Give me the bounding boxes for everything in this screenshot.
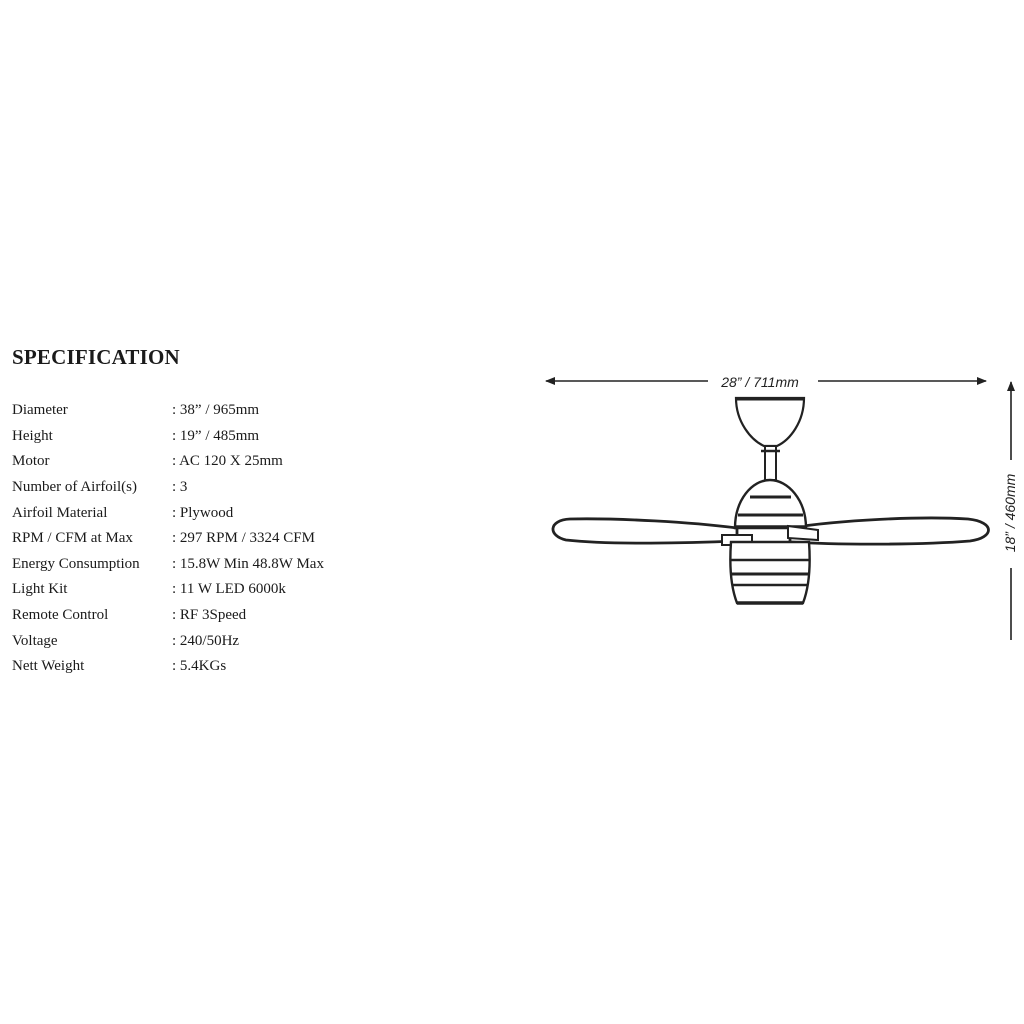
height-label: 18” / 460mm [1002,473,1018,553]
spec-row-weight [12,654,372,680]
spec-value: : AC 120 X 25mm [172,453,283,470]
spec-label: Number of Airfoil(s) [12,479,137,496]
spec-row-light-kit [12,577,372,603]
spec-label: Light Kit [12,581,68,598]
spec-value: : RF 3Speed [172,607,247,624]
fan-dimension-diagram [536,364,1024,654]
spec-row-remote [12,603,372,629]
spec-label: RPM / CFM at Max [12,530,133,547]
spec-value: : Plywood [172,504,234,521]
spec-row-rpm-cfm [12,526,372,552]
width-label: 28” / 711mm [721,374,799,390]
spec-value: : 297 RPM / 3324 CFM [172,530,315,547]
spec-label: Nett Weight [12,658,85,675]
spec-row-energy [12,552,372,578]
spec-row-airfoil-material [12,500,372,526]
spec-row-height [12,424,372,450]
left-blade [553,519,737,543]
spec-label: Airfoil Material [12,504,108,521]
motor-housing-upper [735,480,806,528]
spec-value: : 38” / 965mm [172,402,260,419]
spec-row-airfoil-count [12,475,372,501]
spec-value: : 11 W LED 6000k [172,581,286,598]
right-blade [790,518,989,544]
specification-table [12,398,372,680]
spec-row-voltage [12,628,372,654]
spec-row-diameter [12,398,372,424]
spec-label: Height [12,427,53,444]
height-dimension [1002,382,1018,640]
spec-value: : 240/50Hz [172,632,240,649]
spec-value: : 5.4KGs [172,658,227,675]
spec-value: : 19” / 485mm [172,427,260,444]
width-dimension [546,374,986,390]
spec-value: : 15.8W Min 48.8W Max [172,555,324,572]
spec-label: Remote Control [12,607,109,624]
spec-label: Diameter [12,402,68,419]
spec-label: Voltage [12,632,58,649]
ceiling-canopy [736,398,804,446]
spec-label: Energy Consumption [12,555,140,572]
spec-value: : 3 [172,479,188,496]
spec-label: Motor [12,453,50,470]
spec-row-motor [12,449,372,475]
specification-title: SPECIFICATION [12,345,180,369]
